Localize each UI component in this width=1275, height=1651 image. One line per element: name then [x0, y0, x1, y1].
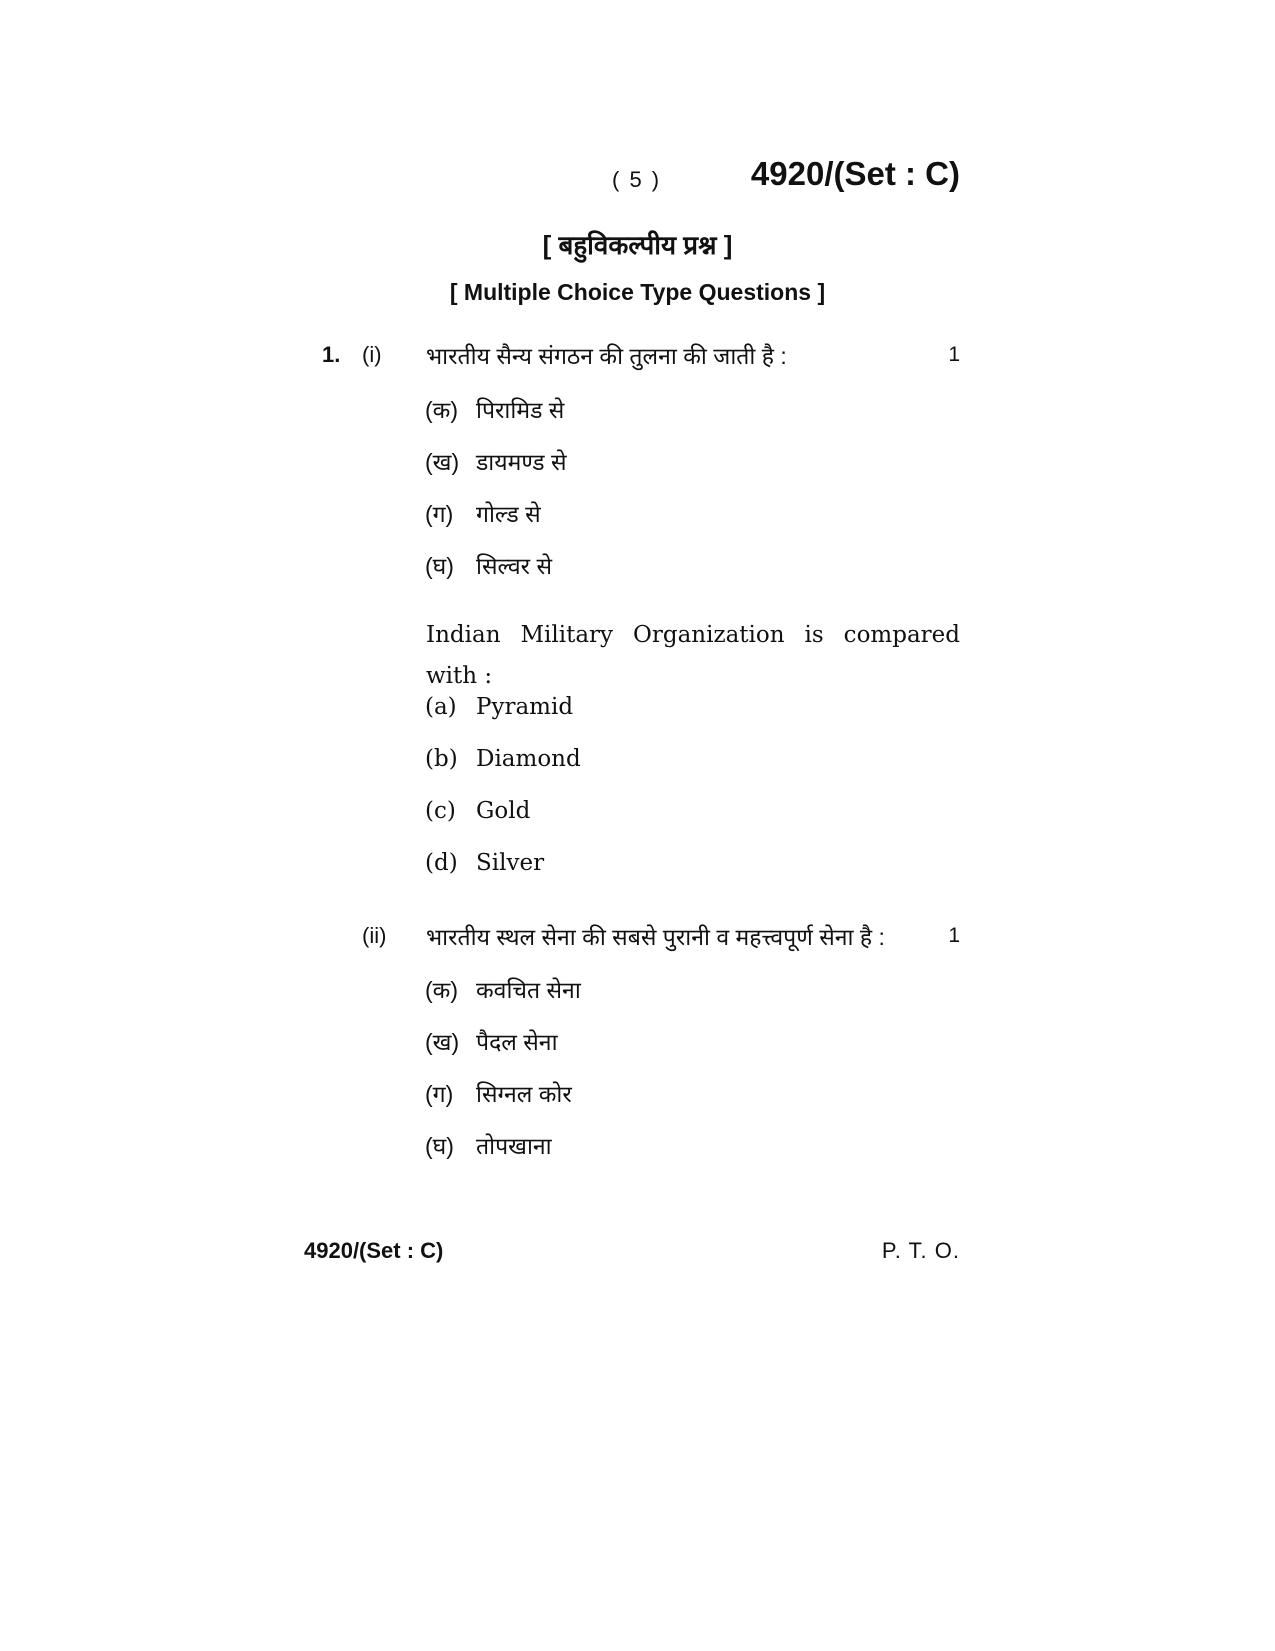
option-text: Pyramid: [476, 694, 574, 720]
option-text: सिग्नल कोर: [476, 1081, 572, 1107]
page-number: ( 5 ): [612, 167, 662, 192]
option-label: (ख): [425, 449, 460, 475]
option-label: (b): [425, 746, 458, 772]
section-title-hindi: [ बहुविकल्पीय प्रश्न ]: [542, 230, 733, 260]
option-label: (घ): [425, 1133, 454, 1159]
paper-code-footer: 4920/(Set : C): [304, 1238, 444, 1263]
option-text: कवचित सेना: [476, 977, 581, 1003]
marks-label: 1: [948, 924, 960, 947]
question-text-english-line2: with :: [426, 663, 493, 689]
option-label: (ग): [425, 1081, 454, 1107]
option-text: डायमण्ड से: [476, 449, 567, 475]
marks-label: 1: [948, 343, 960, 366]
option-text: सिल्वर से: [476, 553, 553, 579]
subpart-label: (i): [362, 342, 382, 367]
option-label: (a): [425, 694, 457, 720]
option-label: (क): [425, 977, 458, 1003]
question-text-hindi: भारतीय सैन्य संगठन की तुलना की जाती है :: [426, 343, 787, 369]
question-text-english: [426, 615, 960, 697]
option-label: (क): [425, 397, 458, 423]
option-label: (ग): [425, 501, 454, 527]
question-number: 1.: [322, 342, 341, 367]
option-text: Diamond: [476, 746, 581, 772]
option-text: गोल्ड से: [476, 501, 541, 527]
section-title-english: [ Multiple Choice Type Questions ]: [449, 279, 826, 305]
paper-code-header: 4920/(Set : C): [750, 155, 960, 192]
option-text: Gold: [476, 798, 531, 824]
option-text: तोपखाना: [476, 1133, 552, 1159]
option-text: Silver: [476, 850, 545, 876]
option-text: पिरामिड से: [476, 397, 565, 423]
option-label: (ख): [425, 1029, 460, 1055]
subpart-label: (ii): [362, 923, 387, 948]
question-text-hindi: भारतीय स्थल सेना की सबसे पुरानी व महत्त्वपूर्ण सेना है :: [426, 924, 885, 950]
option-label: (d): [425, 850, 458, 876]
option-label: (घ): [425, 553, 454, 579]
please-turn-over: P. T. O.: [881, 1238, 960, 1263]
question-text-english-line1: Indian Military Organization is compared: [426, 622, 960, 648]
option-text: पैदल सेना: [476, 1029, 558, 1055]
option-label: (c): [425, 798, 456, 824]
